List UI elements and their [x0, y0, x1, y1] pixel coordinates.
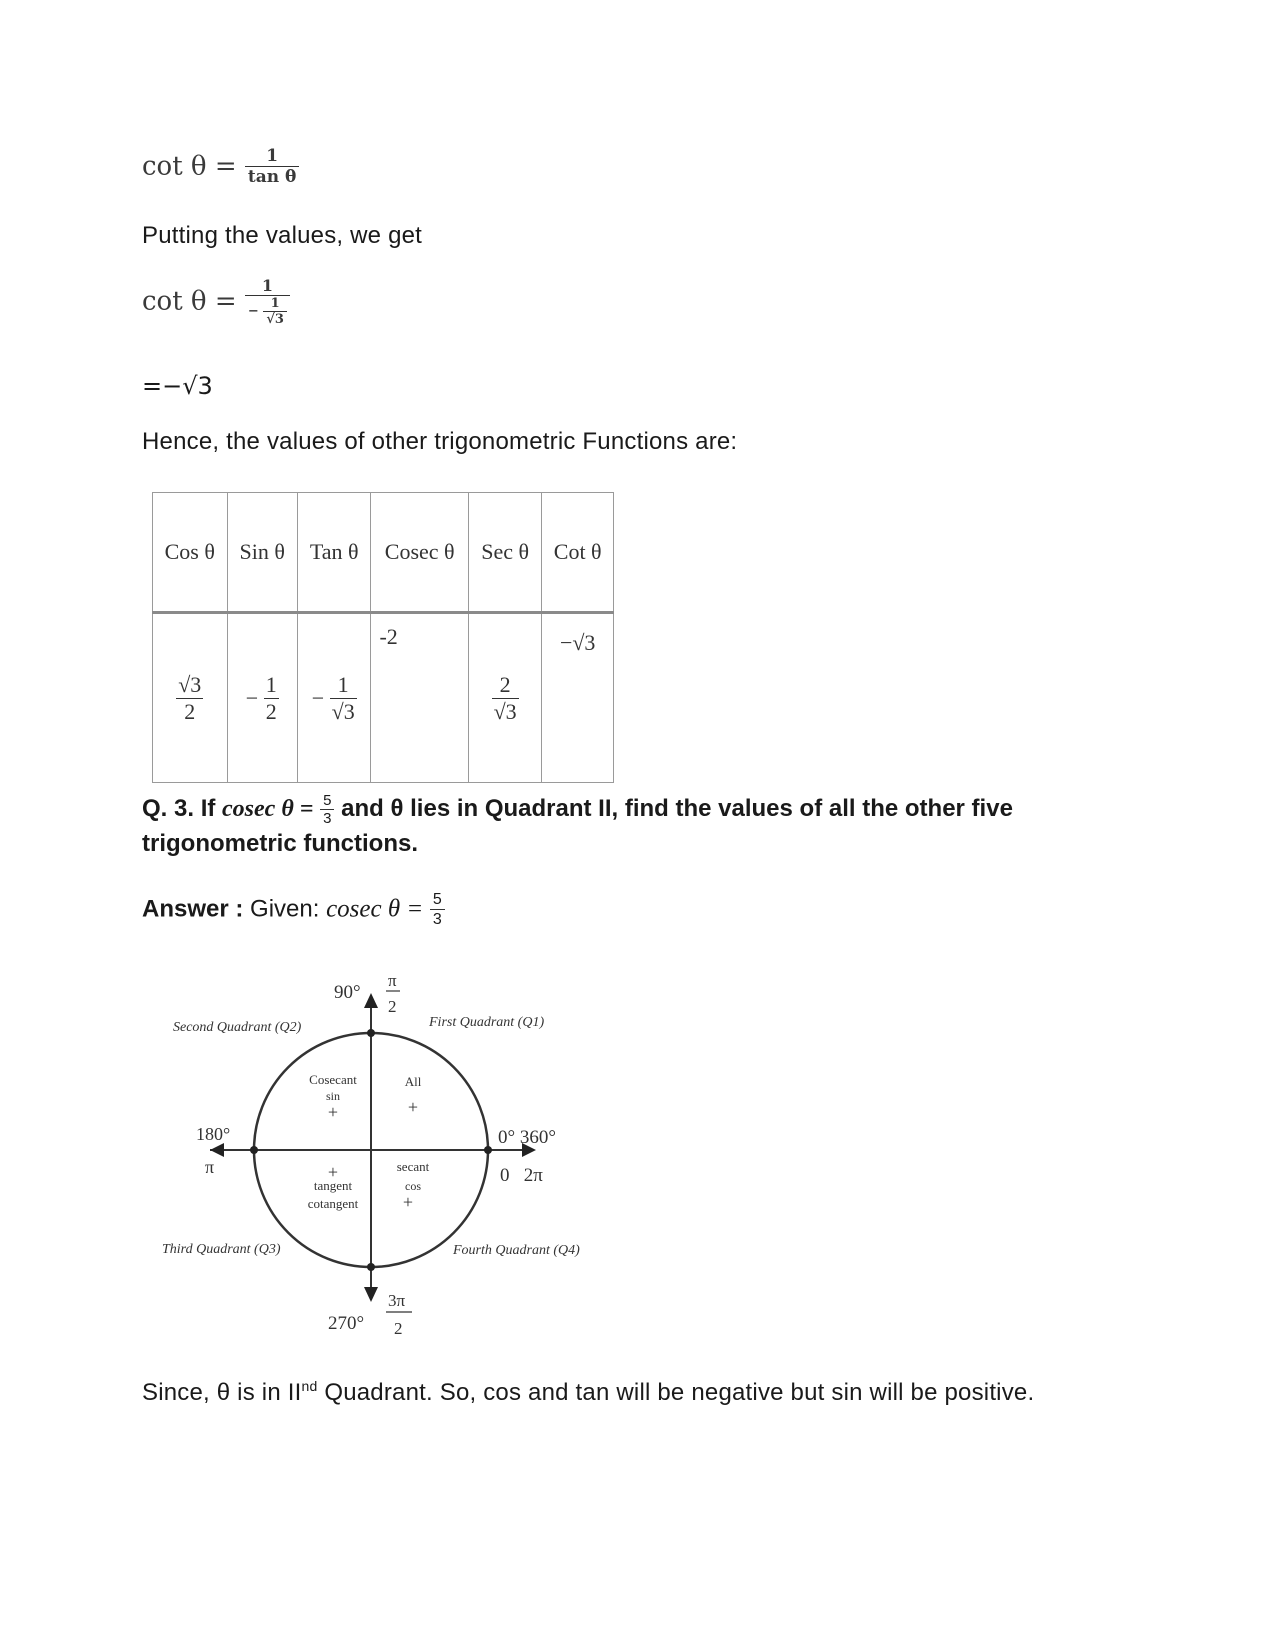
- down-arrow-icon: [364, 1287, 378, 1302]
- equation-result: =−√3: [142, 372, 213, 400]
- eq1-fraction: [245, 146, 300, 187]
- header-sin: Sin θ: [227, 493, 297, 613]
- eq2-denominator: [245, 295, 290, 327]
- conclusion-after: Quadrant. So, cos and tan will be negative but sin will be positive.: [317, 1379, 1035, 1406]
- bottom-degree-label: 270°: [328, 1313, 365, 1334]
- cos-value-den: 2: [176, 698, 203, 725]
- eq1-numerator: 1: [266, 146, 279, 166]
- header-sec: Sec θ: [468, 493, 541, 613]
- point-right: [484, 1146, 492, 1154]
- q4-function-label-2: cos: [405, 1179, 421, 1193]
- text-quadrant-conclusion: [142, 1378, 1034, 1407]
- cell-cos: [153, 613, 228, 783]
- header-cos: Cos θ: [153, 493, 228, 613]
- left-radian-label: π: [205, 1157, 215, 1177]
- q2-function-label-1: Cosecant: [309, 1072, 357, 1087]
- point-left: [250, 1146, 258, 1154]
- sin-value-sign: −: [245, 685, 259, 710]
- q2-function-label-2: sin: [325, 1089, 341, 1103]
- eq1-denominator: tan θ: [245, 166, 300, 187]
- cosec-value: -2: [379, 624, 398, 649]
- cell-sin: [227, 613, 297, 783]
- tan-value-den: √3: [331, 698, 355, 724]
- header-cot: Cot θ: [542, 493, 614, 613]
- bottom-radian-den: 2: [394, 1319, 403, 1338]
- cos-value-fraction: [176, 672, 203, 725]
- point-top: [367, 1029, 375, 1037]
- question-prefix: Q. 3. If: [142, 795, 216, 822]
- table-row: [153, 613, 614, 783]
- question-fraction-num: 5: [323, 792, 332, 810]
- q1-title: First Quadrant (Q1): [429, 1015, 545, 1030]
- tan-value-sign: −: [311, 685, 325, 710]
- q4-sign: +: [402, 1192, 414, 1212]
- cell-sec: [468, 613, 541, 783]
- answer-fraction-den: 3: [430, 909, 445, 929]
- table-header-row: [153, 493, 614, 613]
- q3-sign: +: [327, 1162, 339, 1182]
- right-degree-label: 0° 360°: [498, 1127, 556, 1148]
- sin-value-num: 1: [265, 671, 277, 697]
- eq2-numerator: 1: [261, 276, 273, 295]
- top-degree-label: 90°: [334, 982, 361, 1003]
- answer-fraction: [430, 890, 445, 929]
- eq1-lhs: cot θ =: [142, 151, 237, 182]
- q1-sign: +: [407, 1097, 419, 1117]
- eq2-inner-numerator: 1: [270, 296, 280, 311]
- question-3: [142, 792, 1142, 861]
- point-bottom: [367, 1263, 375, 1271]
- eq2-fraction: [245, 276, 290, 327]
- equation-cot-definition: [142, 146, 299, 187]
- equation-cot-substituted: [142, 276, 290, 327]
- sin-value-den: 2: [265, 698, 277, 724]
- q3-function-label-1: tangent: [313, 1178, 353, 1193]
- header-tan: Tan θ: [297, 493, 370, 613]
- trig-values-table: [152, 492, 614, 783]
- left-degree-label: 180°: [196, 1124, 231, 1144]
- conclusion-superscript: nd: [301, 1378, 318, 1394]
- question-rest: and θ lies in Quadrant II, find the values of all the other five: [341, 795, 1013, 822]
- question-math: cosec θ =: [222, 796, 314, 822]
- question-fraction-den: 3: [320, 809, 334, 827]
- header-cosec: Cosec θ: [371, 493, 468, 613]
- q2-sign: +: [327, 1102, 339, 1122]
- bottom-radian-num: 3π: [388, 1291, 406, 1310]
- eq2-inner-sign: −: [247, 304, 259, 319]
- question-line-1: [142, 792, 1142, 827]
- top-radian-num: π: [388, 971, 397, 990]
- q3-title: Third Quadrant (Q3): [162, 1242, 281, 1257]
- q4-function-label-1: secant: [396, 1159, 430, 1174]
- conclusion-before: Since, θ is in II: [142, 1379, 302, 1406]
- question-line-2: trigonometric functions.: [142, 830, 418, 858]
- question-fraction: [320, 792, 334, 827]
- text-putting-values: Putting the values, we get: [142, 222, 423, 249]
- q1-function-label: All: [404, 1074, 422, 1089]
- up-arrow-icon: [364, 993, 378, 1008]
- sec-value-fraction: [492, 672, 519, 725]
- cell-tan: [297, 613, 370, 783]
- text-hence-values: Hence, the values of other trigonometric Functions are:: [142, 428, 738, 455]
- sec-value-den: √3: [493, 698, 517, 724]
- answer-line: [142, 890, 445, 929]
- eq2-lhs: cot θ =: [142, 286, 237, 317]
- tan-value-num: 1: [337, 671, 349, 697]
- q4-title: Fourth Quadrant (Q4): [453, 1243, 580, 1258]
- cell-cot: [542, 613, 614, 783]
- q2-title: Second Quadrant (Q2): [173, 1020, 302, 1035]
- eq2-inner-fraction: [263, 296, 287, 327]
- answer-label: Answer :: [142, 895, 244, 923]
- answer-given: Given:: [250, 895, 320, 923]
- left-arrow-icon: [210, 1143, 224, 1157]
- quadrant-diagram: [150, 960, 620, 1350]
- answer-math: cosec θ =: [326, 895, 424, 923]
- answer-fraction-num: 5: [432, 891, 442, 908]
- cot-value: −√3: [559, 630, 596, 655]
- q3-function-label-2: cotangent: [307, 1196, 359, 1211]
- tan-value-fraction: [330, 672, 357, 725]
- cell-cosec: [371, 613, 468, 783]
- sin-value-fraction: [264, 672, 279, 725]
- top-radian-den: 2: [388, 997, 397, 1016]
- sec-value-num: 2: [499, 671, 511, 697]
- cos-value-num: √3: [178, 671, 202, 697]
- right-radian-label: 0 2π: [500, 1165, 543, 1186]
- eq2-inner-denominator: √3: [263, 311, 287, 327]
